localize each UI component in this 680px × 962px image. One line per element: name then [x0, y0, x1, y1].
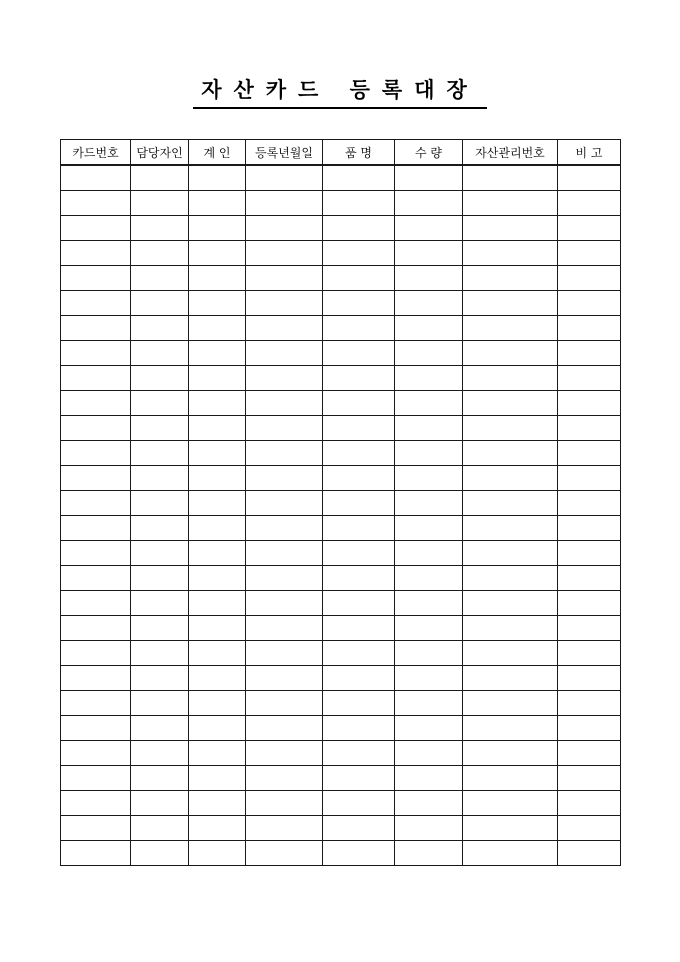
- accountant-seal-cell[interactable]: [189, 191, 246, 216]
- remarks-cell[interactable]: [558, 266, 621, 291]
- quantity-cell[interactable]: [395, 491, 463, 516]
- asset-management-number-cell[interactable]: [463, 266, 558, 291]
- quantity-cell[interactable]: [395, 366, 463, 391]
- quantity-cell[interactable]: [395, 841, 463, 866]
- registration-date-cell[interactable]: [246, 316, 323, 341]
- document-title: 자산카드 등록대장: [201, 77, 479, 102]
- manager-seal-cell[interactable]: [131, 191, 189, 216]
- card-number-cell[interactable]: [61, 741, 131, 766]
- card-number-cell[interactable]: [61, 791, 131, 816]
- header-remarks: 비 고: [558, 140, 621, 166]
- remarks-cell[interactable]: [558, 416, 621, 441]
- manager-seal-cell[interactable]: [131, 541, 189, 566]
- asset-management-number-cell[interactable]: [463, 416, 558, 441]
- registration-date-cell[interactable]: [246, 466, 323, 491]
- registration-date-cell[interactable]: [246, 616, 323, 641]
- table-row: [61, 691, 621, 716]
- card-number-cell[interactable]: [61, 566, 131, 591]
- card-number-cell[interactable]: [61, 616, 131, 641]
- item-name-cell[interactable]: [323, 241, 395, 266]
- item-name-cell[interactable]: [323, 165, 395, 191]
- remarks-cell[interactable]: [558, 366, 621, 391]
- manager-seal-cell[interactable]: [131, 441, 189, 466]
- card-number-cell[interactable]: [61, 541, 131, 566]
- manager-seal-cell[interactable]: [131, 291, 189, 316]
- registration-date-cell[interactable]: [246, 366, 323, 391]
- manager-seal-cell[interactable]: [131, 216, 189, 241]
- registration-date-cell[interactable]: [246, 566, 323, 591]
- manager-seal-cell[interactable]: [131, 341, 189, 366]
- accountant-seal-cell[interactable]: [189, 341, 246, 366]
- table-row: [61, 816, 621, 841]
- remarks-cell[interactable]: [558, 741, 621, 766]
- registration-date-cell[interactable]: [246, 191, 323, 216]
- manager-seal-cell[interactable]: [131, 266, 189, 291]
- item-name-cell[interactable]: [323, 316, 395, 341]
- item-name-cell[interactable]: [323, 191, 395, 216]
- item-name-cell[interactable]: [323, 541, 395, 566]
- table-row: [61, 165, 621, 191]
- manager-seal-cell[interactable]: [131, 466, 189, 491]
- table-row: [61, 241, 621, 266]
- item-name-cell[interactable]: [323, 666, 395, 691]
- manager-seal-cell[interactable]: [131, 316, 189, 341]
- manager-seal-cell[interactable]: [131, 241, 189, 266]
- quantity-cell[interactable]: [395, 165, 463, 191]
- item-name-cell[interactable]: [323, 441, 395, 466]
- manager-seal-cell[interactable]: [131, 616, 189, 641]
- header-accountant-seal: 계 인: [189, 140, 246, 166]
- remarks-cell[interactable]: [558, 691, 621, 716]
- remarks-cell[interactable]: [558, 191, 621, 216]
- card-number-cell[interactable]: [61, 841, 131, 866]
- table-row: [61, 591, 621, 616]
- asset-management-number-cell[interactable]: [463, 341, 558, 366]
- registration-date-cell[interactable]: [246, 516, 323, 541]
- accountant-seal-cell[interactable]: [189, 241, 246, 266]
- remarks-cell[interactable]: [558, 616, 621, 641]
- accountant-seal-cell[interactable]: [189, 616, 246, 641]
- manager-seal-cell[interactable]: [131, 841, 189, 866]
- card-number-cell[interactable]: [61, 591, 131, 616]
- card-number-cell[interactable]: [61, 366, 131, 391]
- asset-management-number-cell[interactable]: [463, 241, 558, 266]
- accountant-seal-cell[interactable]: [189, 566, 246, 591]
- registration-date-cell[interactable]: [246, 691, 323, 716]
- header-card-number: 카드번호: [61, 140, 131, 166]
- manager-seal-cell[interactable]: [131, 766, 189, 791]
- asset-management-number-cell[interactable]: [463, 165, 558, 191]
- asset-management-number-cell[interactable]: [463, 841, 558, 866]
- remarks-cell[interactable]: [558, 441, 621, 466]
- manager-seal-cell[interactable]: [131, 716, 189, 741]
- accountant-seal-cell[interactable]: [189, 816, 246, 841]
- quantity-cell[interactable]: [395, 291, 463, 316]
- table-row: [61, 741, 621, 766]
- remarks-cell[interactable]: [558, 591, 621, 616]
- accountant-seal-cell[interactable]: [189, 741, 246, 766]
- card-number-cell[interactable]: [61, 441, 131, 466]
- asset-management-number-cell[interactable]: [463, 716, 558, 741]
- quantity-cell[interactable]: [395, 691, 463, 716]
- registration-date-cell[interactable]: [246, 666, 323, 691]
- accountant-seal-cell[interactable]: [189, 666, 246, 691]
- asset-management-number-cell[interactable]: [463, 491, 558, 516]
- table-row: [61, 716, 621, 741]
- registration-date-cell[interactable]: [246, 716, 323, 741]
- remarks-cell[interactable]: [558, 341, 621, 366]
- asset-management-number-cell[interactable]: [463, 641, 558, 666]
- registration-date-cell[interactable]: [246, 766, 323, 791]
- card-number-cell[interactable]: [61, 491, 131, 516]
- remarks-cell[interactable]: [558, 791, 621, 816]
- remarks-cell[interactable]: [558, 216, 621, 241]
- table-row: [61, 266, 621, 291]
- card-number-cell[interactable]: [61, 766, 131, 791]
- header-asset-management-number: 자산관리번호: [463, 140, 558, 166]
- asset-management-number-cell[interactable]: [463, 791, 558, 816]
- header-row: [61, 140, 621, 166]
- manager-seal-cell[interactable]: [131, 816, 189, 841]
- card-number-cell[interactable]: [61, 291, 131, 316]
- quantity-cell[interactable]: [395, 241, 463, 266]
- accountant-seal-cell[interactable]: [189, 165, 246, 191]
- asset-card-register-table: [60, 139, 621, 866]
- manager-seal-cell[interactable]: [131, 366, 189, 391]
- remarks-cell[interactable]: [558, 241, 621, 266]
- registration-date-cell[interactable]: [246, 266, 323, 291]
- manager-seal-cell[interactable]: [131, 391, 189, 416]
- registration-date-cell[interactable]: [246, 491, 323, 516]
- asset-management-number-cell[interactable]: [463, 516, 558, 541]
- remarks-cell[interactable]: [558, 316, 621, 341]
- quantity-cell[interactable]: [395, 616, 463, 641]
- remarks-cell[interactable]: [558, 641, 621, 666]
- asset-management-number-cell[interactable]: [463, 691, 558, 716]
- table-row: [61, 366, 621, 391]
- card-number-cell[interactable]: [61, 241, 131, 266]
- registration-date-cell[interactable]: [246, 791, 323, 816]
- asset-management-number-cell[interactable]: [463, 566, 558, 591]
- accountant-seal-cell[interactable]: [189, 366, 246, 391]
- card-number-cell[interactable]: [61, 516, 131, 541]
- accountant-seal-cell[interactable]: [189, 766, 246, 791]
- asset-management-number-cell[interactable]: [463, 616, 558, 641]
- header-registration-date: 등록년월일: [246, 140, 323, 166]
- registration-date-cell[interactable]: [246, 816, 323, 841]
- registration-date-cell[interactable]: [246, 641, 323, 666]
- registration-date-cell[interactable]: [246, 291, 323, 316]
- accountant-seal-cell[interactable]: [189, 441, 246, 466]
- item-name-cell[interactable]: [323, 566, 395, 591]
- manager-seal-cell[interactable]: [131, 491, 189, 516]
- table-row: [61, 391, 621, 416]
- asset-management-number-cell[interactable]: [463, 191, 558, 216]
- table-row: [61, 766, 621, 791]
- card-number-cell[interactable]: [61, 316, 131, 341]
- registration-date-cell[interactable]: [246, 441, 323, 466]
- item-name-cell[interactable]: [323, 816, 395, 841]
- accountant-seal-cell[interactable]: [189, 416, 246, 441]
- card-number-cell[interactable]: [61, 216, 131, 241]
- item-name-cell[interactable]: [323, 516, 395, 541]
- table-row: [61, 541, 621, 566]
- registration-date-cell[interactable]: [246, 241, 323, 266]
- quantity-cell[interactable]: [395, 766, 463, 791]
- accountant-seal-cell[interactable]: [189, 791, 246, 816]
- registration-date-cell[interactable]: [246, 341, 323, 366]
- manager-seal-cell[interactable]: [131, 666, 189, 691]
- quantity-cell[interactable]: [395, 316, 463, 341]
- item-name-cell[interactable]: [323, 766, 395, 791]
- remarks-cell[interactable]: [558, 491, 621, 516]
- quantity-cell[interactable]: [395, 416, 463, 441]
- remarks-cell[interactable]: [558, 716, 621, 741]
- remarks-cell[interactable]: [558, 666, 621, 691]
- registration-date-cell[interactable]: [246, 391, 323, 416]
- item-name-cell[interactable]: [323, 366, 395, 391]
- card-number-cell[interactable]: [61, 391, 131, 416]
- accountant-seal-cell[interactable]: [189, 691, 246, 716]
- accountant-seal-cell[interactable]: [189, 216, 246, 241]
- asset-management-number-cell[interactable]: [463, 316, 558, 341]
- table-row: [61, 791, 621, 816]
- table-row: [61, 666, 621, 691]
- registration-date-cell[interactable]: [246, 216, 323, 241]
- remarks-cell[interactable]: [558, 841, 621, 866]
- card-number-cell[interactable]: [61, 266, 131, 291]
- item-name-cell[interactable]: [323, 616, 395, 641]
- quantity-cell[interactable]: [395, 266, 463, 291]
- item-name-cell[interactable]: [323, 341, 395, 366]
- remarks-cell[interactable]: [558, 391, 621, 416]
- table-row: [61, 191, 621, 216]
- item-name-cell[interactable]: [323, 291, 395, 316]
- remarks-cell[interactable]: [558, 466, 621, 491]
- registration-date-cell[interactable]: [246, 165, 323, 191]
- remarks-cell[interactable]: [558, 566, 621, 591]
- item-name-cell[interactable]: [323, 416, 395, 441]
- item-name-cell[interactable]: [323, 841, 395, 866]
- header-quantity: 수 량: [395, 140, 463, 166]
- asset-management-number-cell[interactable]: [463, 741, 558, 766]
- accountant-seal-cell[interactable]: [189, 266, 246, 291]
- table-row: [61, 491, 621, 516]
- card-number-cell[interactable]: [61, 341, 131, 366]
- remarks-cell[interactable]: [558, 165, 621, 191]
- accountant-seal-cell[interactable]: [189, 316, 246, 341]
- item-name-cell[interactable]: [323, 466, 395, 491]
- quantity-cell[interactable]: [395, 391, 463, 416]
- table-row: [61, 216, 621, 241]
- quantity-cell[interactable]: [395, 466, 463, 491]
- item-name-cell[interactable]: [323, 216, 395, 241]
- asset-management-number-cell[interactable]: [463, 391, 558, 416]
- manager-seal-cell[interactable]: [131, 741, 189, 766]
- quantity-cell[interactable]: [395, 741, 463, 766]
- item-name-cell[interactable]: [323, 591, 395, 616]
- asset-management-number-cell[interactable]: [463, 541, 558, 566]
- title-underline: [193, 107, 487, 109]
- asset-management-number-cell[interactable]: [463, 366, 558, 391]
- table-row: [61, 441, 621, 466]
- register-body: [61, 165, 621, 866]
- manager-seal-cell[interactable]: [131, 591, 189, 616]
- header-item-name: 품 명: [323, 140, 395, 166]
- quantity-cell[interactable]: [395, 341, 463, 366]
- asset-management-number-cell[interactable]: [463, 816, 558, 841]
- accountant-seal-cell[interactable]: [189, 491, 246, 516]
- card-number-cell[interactable]: [61, 466, 131, 491]
- item-name-cell[interactable]: [323, 741, 395, 766]
- asset-management-number-cell[interactable]: [463, 766, 558, 791]
- quantity-cell[interactable]: [395, 591, 463, 616]
- registration-date-cell[interactable]: [246, 416, 323, 441]
- registration-date-cell[interactable]: [246, 841, 323, 866]
- quantity-cell[interactable]: [395, 716, 463, 741]
- item-name-cell[interactable]: [323, 491, 395, 516]
- item-name-cell[interactable]: [323, 641, 395, 666]
- accountant-seal-cell[interactable]: [189, 291, 246, 316]
- quantity-cell[interactable]: [395, 791, 463, 816]
- remarks-cell[interactable]: [558, 766, 621, 791]
- table-row: [61, 641, 621, 666]
- quantity-cell[interactable]: [395, 541, 463, 566]
- table-row: [61, 516, 621, 541]
- card-number-cell[interactable]: [61, 716, 131, 741]
- accountant-seal-cell[interactable]: [189, 841, 246, 866]
- card-number-cell[interactable]: [61, 666, 131, 691]
- table-row: [61, 466, 621, 491]
- quantity-cell[interactable]: [395, 191, 463, 216]
- card-number-cell[interactable]: [61, 816, 131, 841]
- table-row: [61, 416, 621, 441]
- quantity-cell[interactable]: [395, 816, 463, 841]
- accountant-seal-cell[interactable]: [189, 516, 246, 541]
- table-row: [61, 841, 621, 866]
- asset-management-number-cell[interactable]: [463, 666, 558, 691]
- manager-seal-cell[interactable]: [131, 791, 189, 816]
- card-number-cell[interactable]: [61, 416, 131, 441]
- remarks-cell[interactable]: [558, 541, 621, 566]
- manager-seal-cell[interactable]: [131, 691, 189, 716]
- asset-management-number-cell[interactable]: [463, 216, 558, 241]
- item-name-cell[interactable]: [323, 266, 395, 291]
- quantity-cell[interactable]: [395, 441, 463, 466]
- card-number-cell[interactable]: [61, 641, 131, 666]
- item-name-cell[interactable]: [323, 716, 395, 741]
- item-name-cell[interactable]: [323, 791, 395, 816]
- accountant-seal-cell[interactable]: [189, 641, 246, 666]
- accountant-seal-cell[interactable]: [189, 466, 246, 491]
- manager-seal-cell[interactable]: [131, 416, 189, 441]
- item-name-cell[interactable]: [323, 691, 395, 716]
- card-number-cell[interactable]: [61, 165, 131, 191]
- remarks-cell[interactable]: [558, 291, 621, 316]
- registration-date-cell[interactable]: [246, 591, 323, 616]
- remarks-cell[interactable]: [558, 516, 621, 541]
- table-row: [61, 316, 621, 341]
- manager-seal-cell[interactable]: [131, 516, 189, 541]
- table-row: [61, 341, 621, 366]
- table-row: [61, 291, 621, 316]
- manager-seal-cell[interactable]: [131, 641, 189, 666]
- card-number-cell[interactable]: [61, 191, 131, 216]
- accountant-seal-cell[interactable]: [189, 541, 246, 566]
- quantity-cell[interactable]: [395, 516, 463, 541]
- table-row: [61, 616, 621, 641]
- quantity-cell[interactable]: [395, 216, 463, 241]
- manager-seal-cell[interactable]: [131, 165, 189, 191]
- header-manager-seal: 담당자인: [131, 140, 189, 166]
- accountant-seal-cell[interactable]: [189, 391, 246, 416]
- quantity-cell[interactable]: [395, 566, 463, 591]
- quantity-cell[interactable]: [395, 666, 463, 691]
- asset-management-number-cell[interactable]: [463, 441, 558, 466]
- asset-management-number-cell[interactable]: [463, 466, 558, 491]
- manager-seal-cell[interactable]: [131, 566, 189, 591]
- accountant-seal-cell[interactable]: [189, 716, 246, 741]
- asset-management-number-cell[interactable]: [463, 291, 558, 316]
- accountant-seal-cell[interactable]: [189, 591, 246, 616]
- registration-date-cell[interactable]: [246, 541, 323, 566]
- quantity-cell[interactable]: [395, 641, 463, 666]
- card-number-cell[interactable]: [61, 691, 131, 716]
- table-row: [61, 566, 621, 591]
- asset-management-number-cell[interactable]: [463, 591, 558, 616]
- registration-date-cell[interactable]: [246, 741, 323, 766]
- remarks-cell[interactable]: [558, 816, 621, 841]
- item-name-cell[interactable]: [323, 391, 395, 416]
